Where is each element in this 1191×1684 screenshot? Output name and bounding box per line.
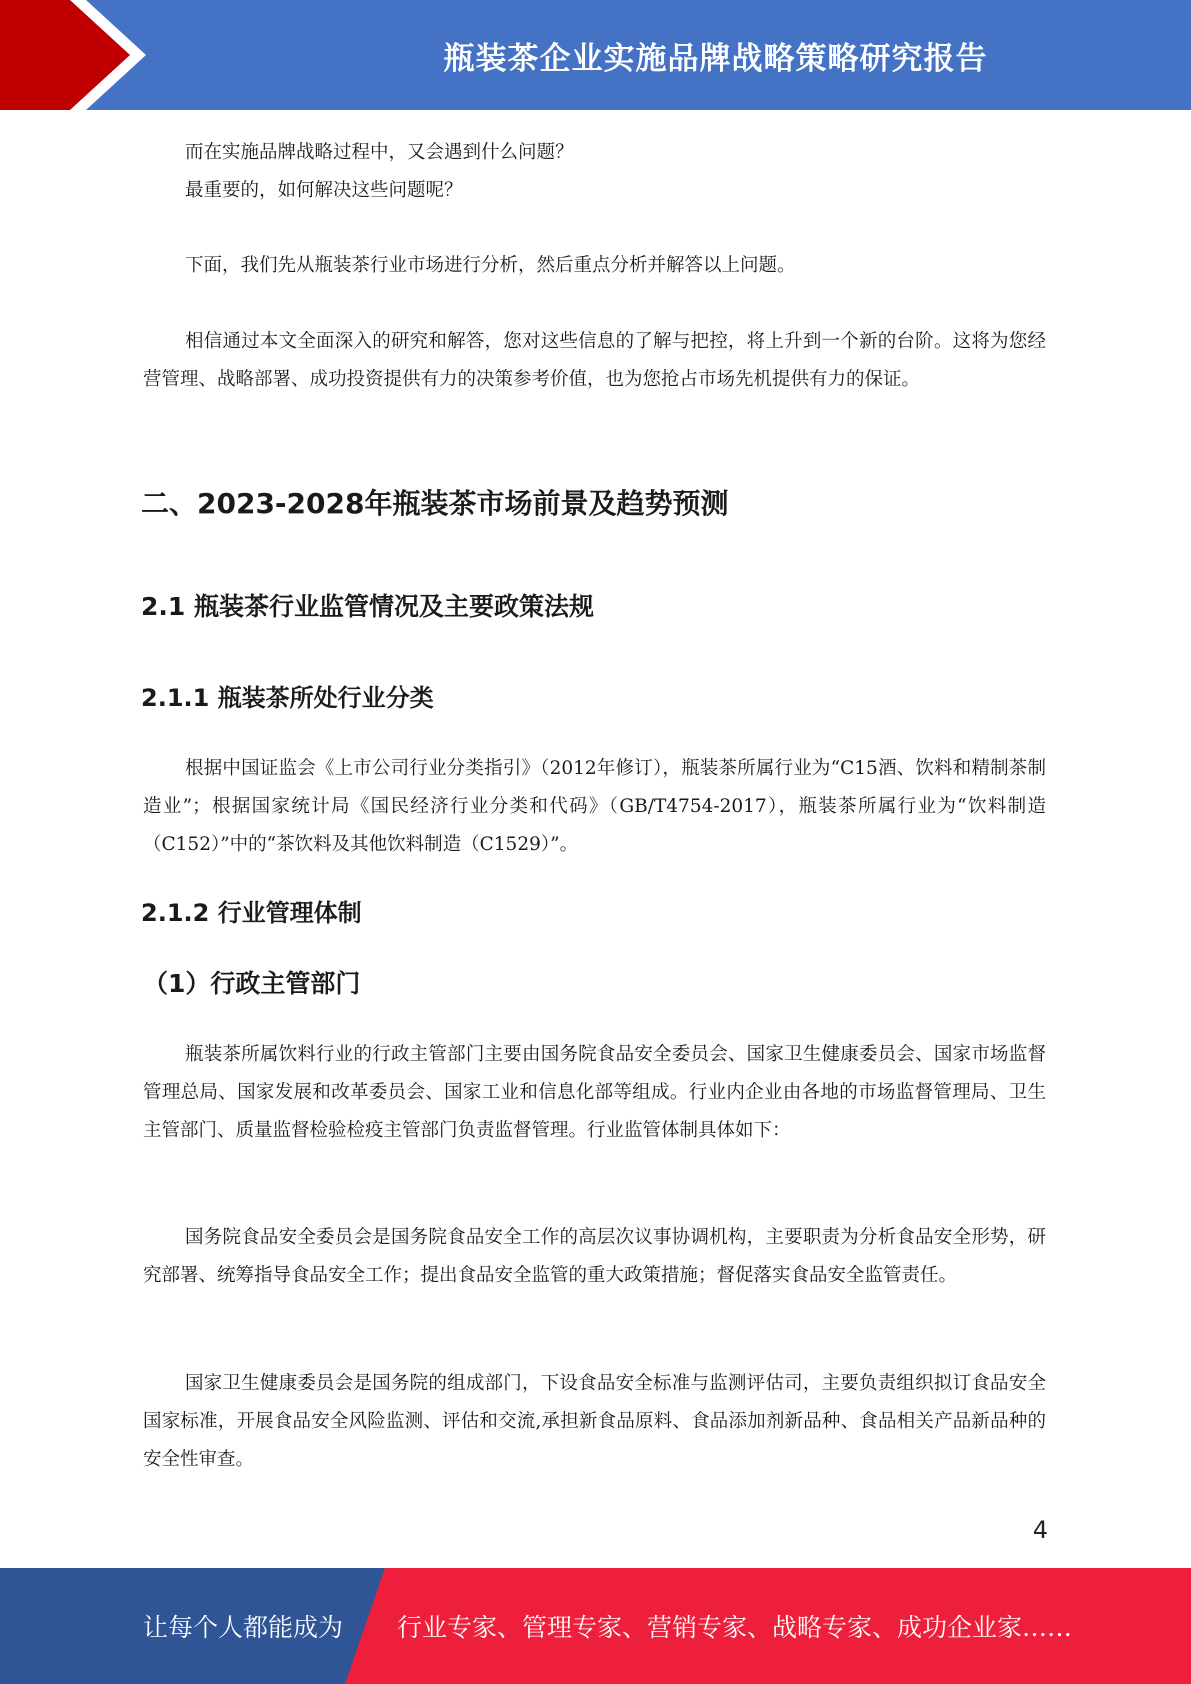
footer-slogan-left: 让每个人都能成为 <box>143 1613 344 1642</box>
industry-classification-paragraph: 根据中国证监会《上市公司行业分类指引》（2012年修订），瓶装茶所属行业为“C15酒、饮料和精制茶制造业”；根据国家统计局《国民经济行业分类和代码》（GB/T4754-2017），瓶装茶所属行业为“饮料制造（C152）”中的“茶饮料及其他饮料制造（C1529）”。 <box>143 758 1046 855</box>
page-footer <box>0 1568 1191 1684</box>
header-arrow-decoration <box>0 0 160 110</box>
report-title: 瓶装茶企业实施品牌战略策略研究报告 <box>443 40 988 77</box>
subsection-heading-2-1: 2.1 瓶装茶行业监管情况及主要政策法规 <box>141 592 594 621</box>
intro-paragraph-1: 下面，我们先从瓶装茶行业市场进行分析，然后重点分析并解答以上问题。 <box>185 255 796 276</box>
subsection-heading-2-1-2: 2.1.2 行业管理体制 <box>141 899 362 927</box>
intro-paragraph-2: 相信通过本文全面深入的研究和解答，您对这些信息的了解与把控，将上升到一个新的台阶。这将为您经营管理、战略部署、成功投资提供有力的决策参考价值，也为您抢占市场先机提供有力的保证。 <box>143 331 1046 390</box>
admin-department-paragraph: 瓶装茶所属饮料行业的行政主管部门主要由国务院食品安全委员会、国家卫生健康委员会、国家市场监督管理总局、国家发展和改革委员会、国家工业和信息化部等组成。行业内企业由各地的市场监督管理局、卫生主管部门、质量监督检验检疫主管部门负责监督管理。行业监管体制具体如下： <box>143 1044 1046 1141</box>
food-safety-council-paragraph: 国务院食品安全委员会是国务院食品安全工作的高层次议事协调机构，主要职责为分析食品安全形势，研究部署、统筹指导食品安全工作；提出食品安全监管的重大政策措施；督促落实食品安全监管责任。 <box>143 1227 1046 1286</box>
health-commission-paragraph: 国家卫生健康委员会是国务院的组成部门，下设食品安全标准与监测评估司，主要负责组织拟订食品安全国家标准，开展食品安全风险监测、评估和交流,承担新食品原料、食品添加剂新品种、食品相关产品新品种的安全性审查。 <box>143 1373 1046 1470</box>
subsection-heading-2-1-1: 2.1.1 瓶装茶所处行业分类 <box>141 684 434 712</box>
page-number: 4 <box>1032 1516 1048 1544</box>
intro-question-2: 最重要的，如何解决这些问题呢？ <box>185 180 463 201</box>
section-heading-2: 二、2023-2028年瓶装茶市场前景及趋势预测 <box>141 487 729 520</box>
intro-question-1: 而在实施品牌战略过程中，又会遇到什么问题？ <box>185 142 574 163</box>
admin-department-heading: （1）行政主管部门 <box>143 969 361 998</box>
footer-slogan-right: 行业专家、管理专家、营销专家、战略专家、成功企业家…… <box>397 1613 1073 1642</box>
page-header <box>0 0 1191 110</box>
